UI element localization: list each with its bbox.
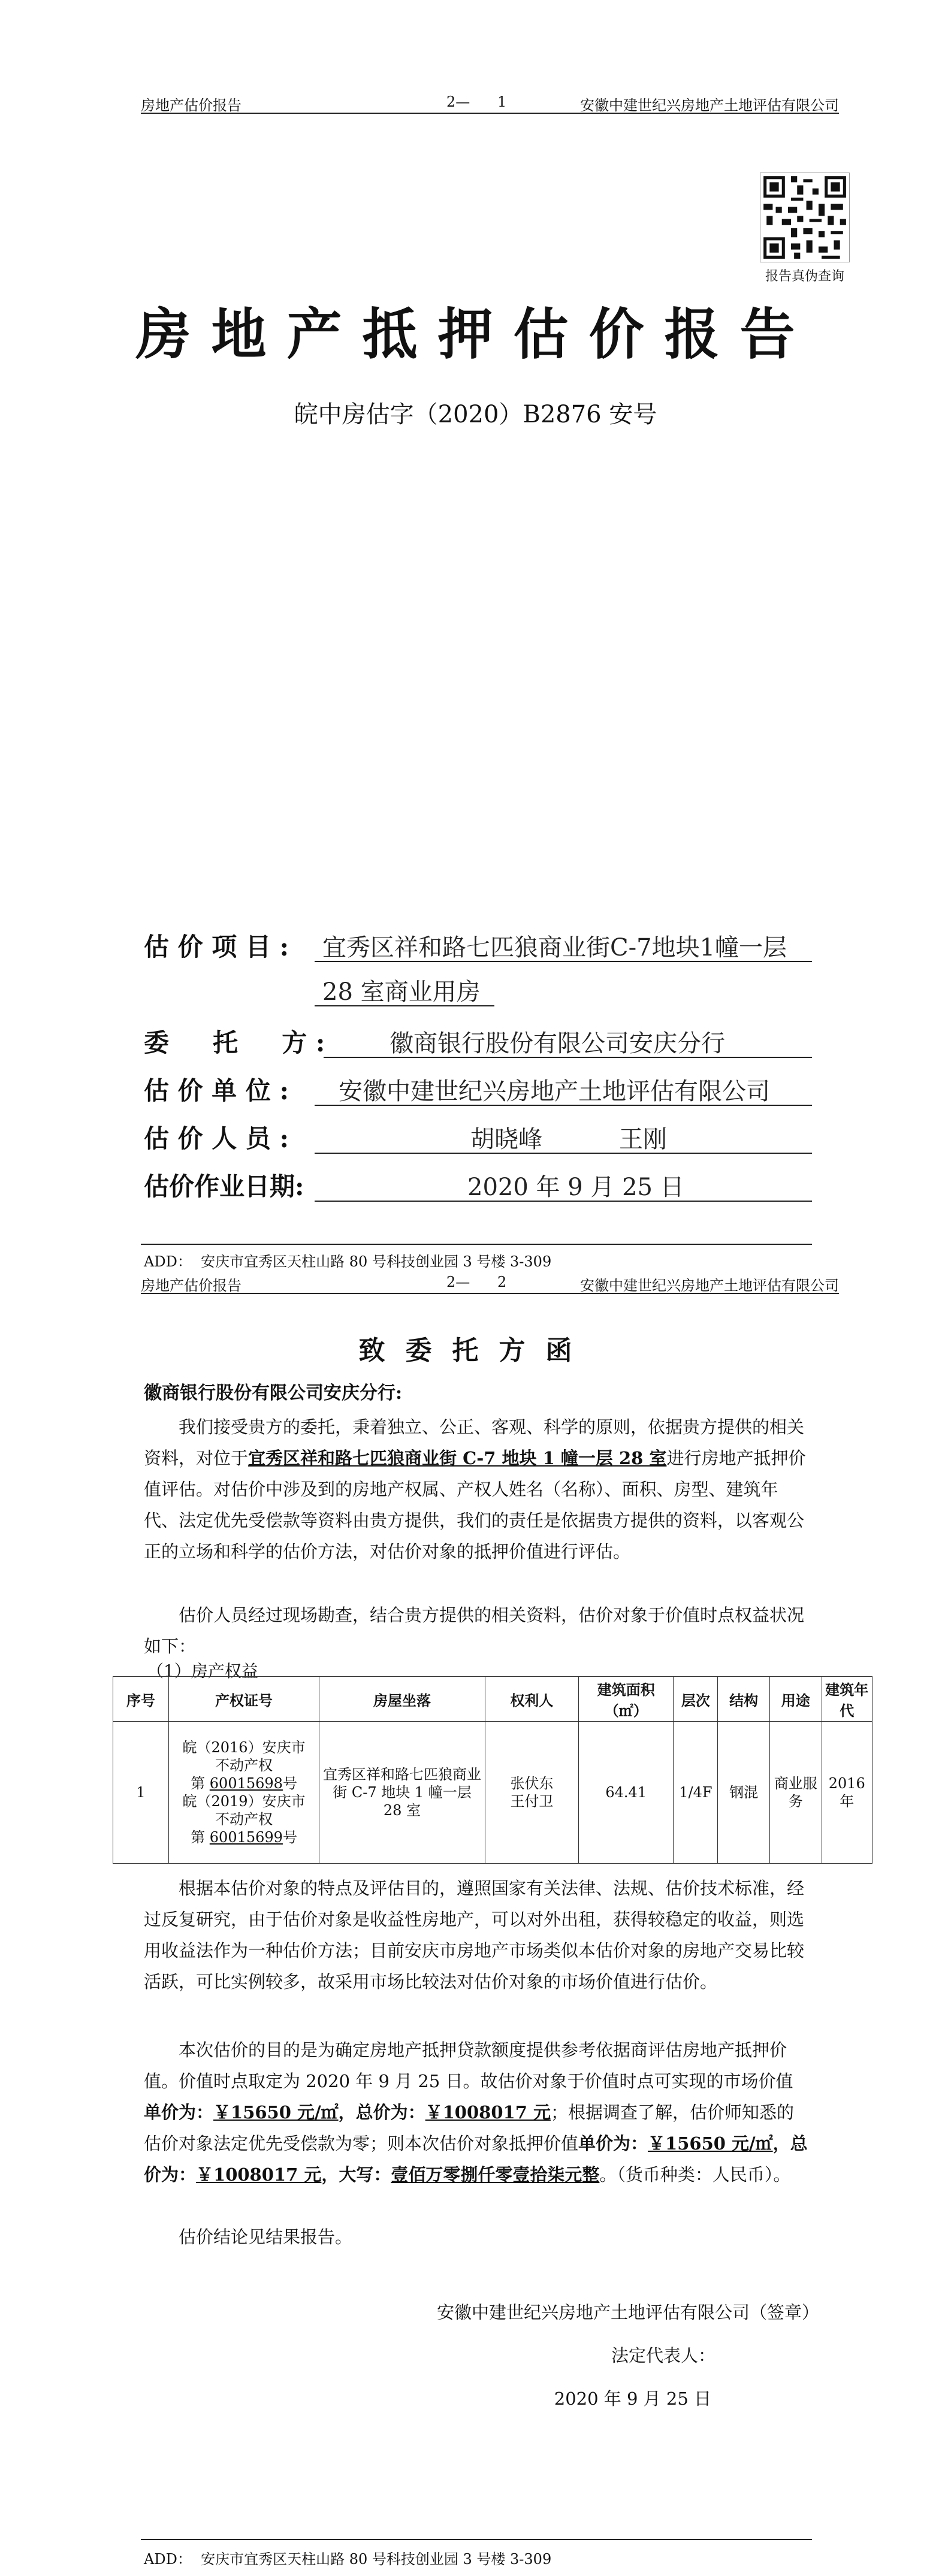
header-page-number: 2— 1 bbox=[446, 93, 507, 110]
underline bbox=[315, 1005, 494, 1006]
col-header: 房屋坐落 bbox=[319, 1677, 485, 1722]
col-header: 层次 bbox=[674, 1677, 718, 1722]
page-header bbox=[141, 89, 839, 114]
col-header: 建筑面积（㎡） bbox=[579, 1677, 674, 1722]
footer-rule bbox=[141, 1244, 812, 1245]
table-header-row bbox=[113, 1677, 872, 1722]
property-rights-table bbox=[113, 1676, 872, 1864]
footer-address: ADD： 安庆市宜秀区天柱山路 80 号科技创业园 3 号楼 3-309 bbox=[144, 1253, 552, 1270]
paragraph-3: 根据本估价对象的特点及评估目的，遵照国家有关法律、法规、估价技术标准，经过反复研究，由于估价对象是收益性房地产，可以对外出租，获得较稳定的收益，则选用收益法作为一种估价方法；目前安庆市房地产市场类似本估价对象的房地产交易比较活跃，可比实例较多，故采用市场比较法对估价对象的市场价值进行估价。 bbox=[144, 1878, 805, 1992]
header-left: 房地产估价报告 bbox=[141, 1277, 241, 1294]
col-header: 权利人 bbox=[485, 1677, 578, 1722]
page-1 bbox=[0, 0, 951, 1270]
signature-date: 2020 年 9 月 25 日 bbox=[554, 2388, 711, 2409]
footer-rule bbox=[141, 2539, 812, 2540]
paragraph-2: 估价人员经过现场勘查，结合贵方提供的相关资料，估价对象于价值时点权益状况如下： bbox=[144, 1605, 805, 1656]
cell-floor: 1/4F bbox=[674, 1722, 718, 1864]
col-header: 建筑年代 bbox=[822, 1677, 872, 1722]
header-page-number: 2— 2 bbox=[446, 1274, 507, 1290]
project-label: 估 价 项 目 : bbox=[144, 932, 289, 962]
header-company: 安徽中建世纪兴房地产土地评估有限公司 bbox=[580, 1277, 839, 1294]
date-label: 估价作业日期: bbox=[144, 1172, 304, 1201]
underline bbox=[315, 1105, 812, 1106]
appraiser-2: 王刚 bbox=[619, 1126, 667, 1153]
qr-label: 报告真伪查询 bbox=[765, 269, 844, 284]
cell-owner: 张伏东 王付卫 bbox=[485, 1722, 578, 1864]
project-value-line1: 宜秀区祥和路七匹狼商业街C-7地块1幢一层 bbox=[322, 934, 787, 962]
page-2 bbox=[0, 1264, 951, 2576]
cell-location: 宜秀区祥和路七匹狼商业街 C-7 地块 1 幢一层 28 室 bbox=[319, 1722, 485, 1864]
qr-code-icon[interactable] bbox=[760, 173, 850, 262]
signature-representative: 法定代表人： bbox=[611, 2345, 715, 2366]
underline bbox=[315, 961, 812, 962]
col-header: 结构 bbox=[718, 1677, 770, 1722]
cell-area: 64.41 bbox=[579, 1722, 674, 1864]
report-number: 皖中房估字（2020）B2876 安号 bbox=[294, 401, 657, 428]
cell-cert: 皖（2016）安庆市 不动产权 第 60015698号 皖（2019）安庆市 不动产权 第 60015699号 bbox=[168, 1722, 319, 1864]
paragraph-5: 估价结论见结果报告。 bbox=[179, 2227, 353, 2247]
letter-title: 致委托方函 bbox=[358, 1335, 593, 1366]
paragraph-1: 我们接受贵方的委托，秉着独立、公正、客观、科学的原则，依据贵方提供的相关资料，对位于宜秀区祥和路七匹狼商业街 C-7 地块 1 幢一层 28 室进行房地产抵押价值评估。对估价中涉及到的房地产权属、产权人姓名（名称）、面积、房型、建筑年代、法定优先受偿款等资料由贵方提供，我们的责任是依据贵方提供的资料，以客观公正的立场和科学的估价方法，对估价对象的抵押价值进行评估。 bbox=[144, 1417, 806, 1562]
col-header: 用途 bbox=[769, 1677, 822, 1722]
client-label: 委 托 方 : bbox=[144, 1028, 325, 1057]
underline bbox=[315, 1201, 812, 1202]
cell-structure: 钢混 bbox=[718, 1722, 770, 1864]
page-header bbox=[141, 1269, 839, 1294]
underline bbox=[324, 1057, 812, 1058]
date-value: 2020 年 9 月 25 日 bbox=[467, 1174, 684, 1201]
client-value: 徽商银行股份有限公司安庆分行 bbox=[390, 1030, 725, 1057]
mortgage-total-price: ￥1008017 元 bbox=[196, 2164, 322, 2185]
property-location: 宜秀区祥和路七匹狼商业街 C-7 地块 1 幢一层 28 室 bbox=[248, 1448, 667, 1468]
unit-value: 安徽中建世纪兴房地产土地评估有限公司 bbox=[339, 1078, 770, 1105]
unit-label: 估 价 单 位 : bbox=[144, 1076, 289, 1105]
cell-year: 2016年 bbox=[822, 1722, 872, 1864]
mortgage-unit-price: ￥15650 元/㎡ bbox=[648, 2133, 773, 2154]
cell-no: 1 bbox=[113, 1722, 169, 1864]
header-company: 安徽中建世纪兴房地产土地评估有限公司 bbox=[580, 97, 839, 114]
underline bbox=[315, 1153, 812, 1154]
project-value-line2: 28 室商业用房 bbox=[322, 978, 481, 1006]
signature-company: 安徽中建世纪兴房地产土地评估有限公司（签章） bbox=[436, 2302, 819, 2323]
market-total-price: ￥1008017 元 bbox=[425, 2102, 551, 2123]
footer-address: ADD： 安庆市宜秀区天柱山路 80 号科技创业园 3 号楼 3-309 bbox=[144, 2551, 552, 2568]
table-row bbox=[113, 1722, 872, 1864]
salutation: 徽商银行股份有限公司安庆分行: bbox=[144, 1383, 403, 1404]
header-left: 房地产估价报告 bbox=[141, 97, 241, 114]
appraiser-1: 胡晓峰 bbox=[470, 1126, 542, 1153]
appraisers-label: 估 价 人 员 : bbox=[144, 1124, 289, 1153]
market-unit-price: ￥15650 元/㎡ bbox=[213, 2102, 339, 2123]
report-title: 房地产抵押估价报告 bbox=[135, 302, 816, 367]
amount-in-words: 壹佰万零捌仟零壹拾柒元整 bbox=[391, 2164, 600, 2185]
col-header: 序号 bbox=[113, 1677, 169, 1722]
cell-use: 商业服务 bbox=[769, 1722, 822, 1864]
col-header: 产权证号 bbox=[168, 1677, 319, 1722]
paragraph-4: 本次估价的目的是为确定房地产抵押贷款额度提供参考依据商评估房地产抵押价值。价值时点取定为 2020 年 9 月 25 日。故估价对象于价值时点可实现的市场价值单价为：￥15650 元/㎡，总价为：￥1008017 元；根据调查了解，估价师知悉的估价对象法定优先受偿款为零；则本次估价对象抵押价值单价为：￥15650 元/㎡，总价为：￥1008017 元，大写：壹佰万零捌仟零壹拾柒元整。（货币种类：人民币）。 bbox=[144, 2040, 808, 2185]
table-caption: （1）房产权益 bbox=[147, 1661, 258, 1681]
